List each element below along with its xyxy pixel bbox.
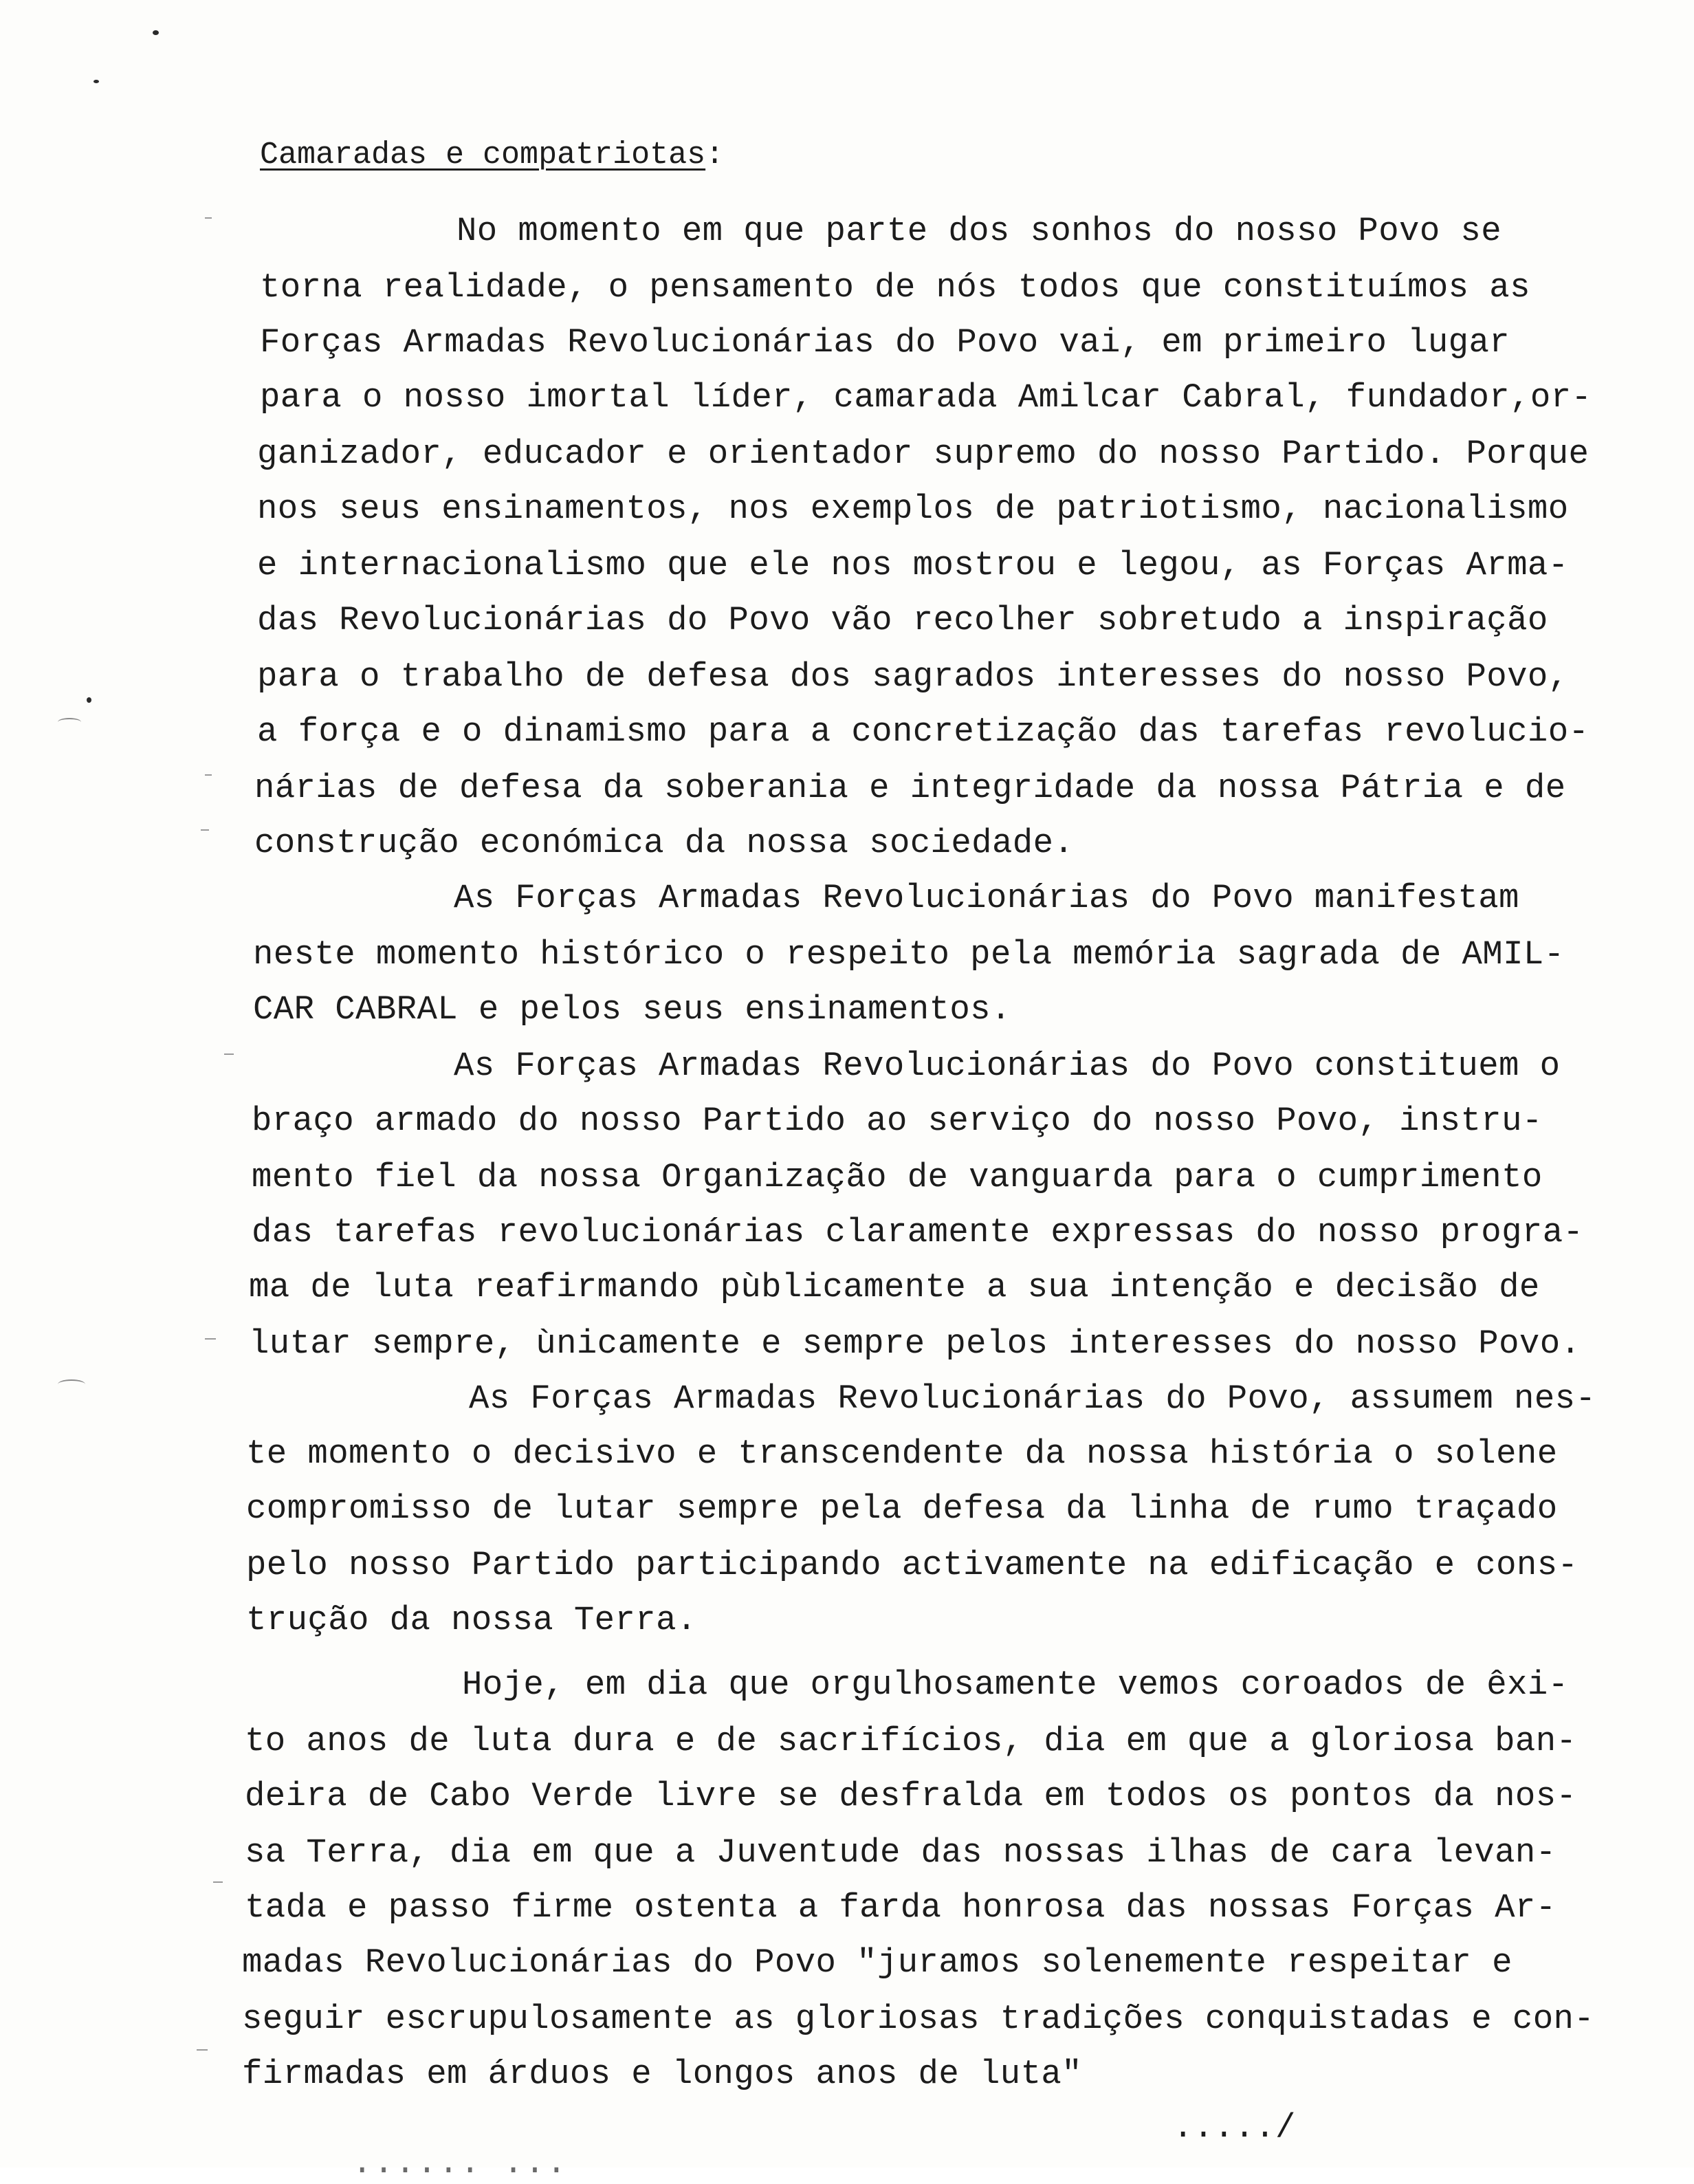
margin-mark: [213, 1881, 223, 1883]
salutation-text: Camaradas e compatriotas: [260, 138, 706, 173]
text-line: braço armado do nosso Partido ao serviço do nosso Povo, instru-: [252, 1102, 1543, 1140]
text-line: madas Revolucionárias do Povo "juramos solenemente respeitar e: [242, 1943, 1512, 1982]
margin-mark: [197, 2049, 208, 2051]
text-line: para o trabalho de defesa dos sagrados interesses do nosso Povo,: [257, 657, 1569, 696]
salutation-heading: [260, 135, 724, 176]
text-line: Forças Armadas Revolucionárias do Povo vai, em primeiro lugar: [260, 323, 1510, 362]
margin-mark: [205, 217, 212, 219]
text-line: tada e passo firme ostenta a farda honrosa das nossas Forças Ar-: [245, 1888, 1556, 1927]
text-line: das Revolucionárias do Povo vão recolher sobretudo a inspiração: [257, 601, 1548, 640]
text-line: lutar sempre, ùnicamente e sempre pelos interesses do nosso Povo.: [249, 1324, 1581, 1363]
text-line: para o nosso imortal líder, camarada Amilcar Cabral, fundador,or-: [260, 378, 1592, 417]
margin-mark: [205, 1338, 216, 1340]
text-line: sa Terra, dia em que a Juventude das nossas ilhas de cara levan-: [245, 1833, 1556, 1872]
text-line: construção económica da nossa sociedade.: [254, 824, 1075, 862]
text-line: As Forças Armadas Revolucionárias do Povo, assumem nes-: [469, 1379, 1596, 1418]
text-line: neste momento histórico o respeito pela memória sagrada de AMIL-: [253, 935, 1565, 974]
text-line: trução da nossa Terra.: [246, 1601, 697, 1639]
text-line: to anos de luta dura e de sacrifícios, dia em que a gloriosa ban-: [245, 1722, 1577, 1760]
text-line: CAR CABRAL e pelos seus ensinamentos.: [253, 990, 1011, 1029]
margin-mark: [201, 829, 209, 831]
text-line: seguir escrupulosamente as gloriosas tradições conquistadas e con-: [242, 2000, 1595, 2038]
text-line: No momento em que parte dos sonhos do nosso Povo se: [456, 212, 1502, 250]
text-line: mento fiel da nossa Organização de vanguarda para o cumprimento: [252, 1158, 1543, 1197]
text-line: ma de luta reafirmando pùblicamente a sua intenção e decisão de: [249, 1268, 1540, 1307]
ink-speck: [94, 80, 99, 83]
text-line: As Forças Armadas Revolucionárias do Povo constituem o: [454, 1047, 1561, 1085]
text-line: As Forças Armadas Revolucionárias do Povo manifestam: [454, 879, 1519, 917]
text-line: compromisso de lutar sempre pela defesa da linha de rumo traçado: [246, 1489, 1558, 1528]
ink-speck: [87, 697, 91, 703]
margin-mark: [58, 718, 81, 726]
text-line: nárias de defesa da soberania e integridade da nossa Pátria e de: [254, 769, 1566, 807]
text-line: e internacionalismo que ele nos mostrou e legou, as Forças Arma-: [257, 546, 1569, 585]
text-line: nos seus ensinamentos, nos exemplos de patriotismo, nacionalismo: [257, 490, 1569, 528]
continuation-mark: ...../: [1173, 2108, 1296, 2147]
margin-mark: [58, 1379, 85, 1389]
text-line: firmadas em árduos e longos anos de luta": [242, 2055, 1082, 2093]
footer-dots: ...... ...: [352, 2144, 569, 2183]
text-line: a força e o dinamismo para a concretização das tarefas revolucio-: [257, 712, 1590, 751]
text-line: das tarefas revolucionárias claramente expressas do nosso progra-: [252, 1213, 1584, 1252]
salutation-colon: :: [705, 138, 725, 173]
text-line: te momento o decisivo e transcendente da nossa história o solene: [246, 1434, 1558, 1473]
text-line: Hoje, em dia que orgulhosamente vemos coroados de êxi-: [462, 1666, 1569, 1704]
text-line: pelo nosso Partido participando activamente na edificação e cons-: [246, 1546, 1578, 1584]
margin-mark: [224, 1053, 234, 1055]
text-line: deira de Cabo Verde livre se desfralda em todos os pontos da nos-: [245, 1777, 1577, 1815]
margin-mark: [205, 774, 212, 776]
ink-speck: [153, 30, 159, 35]
text-line: ganizador, educador e orientador supremo do nosso Partido. Porque: [257, 435, 1590, 473]
text-line: torna realidade, o pensamento de nós todos que constituímos as: [260, 268, 1530, 307]
